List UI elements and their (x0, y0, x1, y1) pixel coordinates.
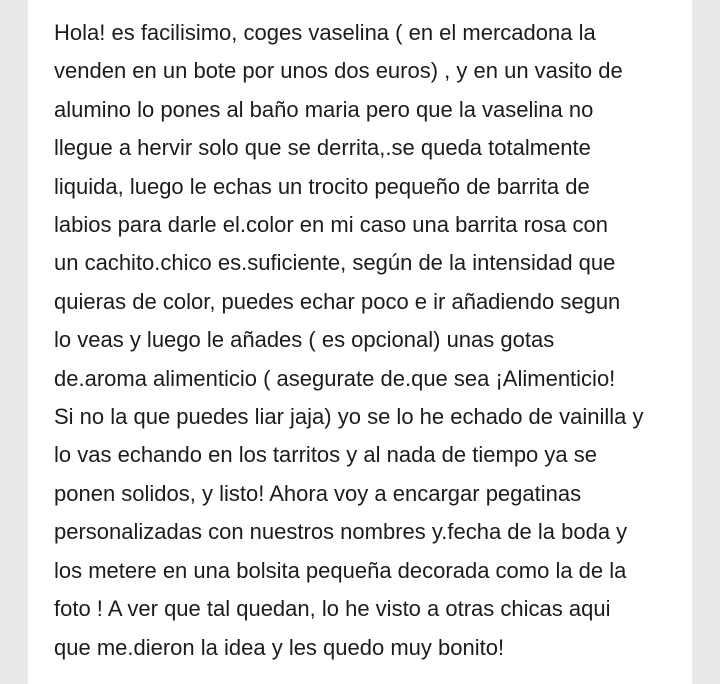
comment-line: alumino lo pones al baño maria pero que la vaselina no (54, 96, 594, 122)
comment-line: lo vas echando en los tarritos y al nada de tiempo ya se (54, 442, 597, 468)
comment-line: quieras de color, puedes echar poco e ir añadiendo segun (54, 288, 621, 314)
comment-text (54, 14, 680, 667)
comment-line: liquida, luego le echas un trocito pequeño de barrita de (54, 173, 590, 199)
comment-line: foto ! A ver que tal quedan, lo he visto a otras chicas aqui (54, 596, 611, 622)
comment-line: personalizadas con nuestros nombres y.fecha de la boda y (54, 519, 628, 545)
comment-line: llegue a hervir solo que se derrita,.se queda totalmente (54, 135, 591, 161)
comment-line: Hola! es facilisimo, coges vaselina ( en el mercadona la (54, 20, 596, 45)
comment-line: que me.dieron la idea y les quedo muy bonito! (54, 634, 505, 660)
comment-line: de.aroma alimenticio ( asegurate de.que sea ¡Alimenticio! (54, 365, 616, 391)
comment-line: labios para darle el.color en mi caso una barrita rosa con (54, 212, 608, 238)
comment-line: lo veas y luego le añades ( es opcional) unas gotas (54, 327, 555, 353)
comment-line: Si no la que puedes liar jaja) yo se lo he echado de vainilla y (54, 404, 644, 430)
comment-line: ponen solidos, y listo! Ahora voy a encargar pegatinas (54, 480, 582, 506)
comment-card (28, 0, 692, 684)
comment-line: venden en un bote por unos dos euros) , y en un vasito de (54, 58, 623, 84)
comment-line: un cachito.chico es.suficiente, según de la intensidad que (54, 250, 616, 276)
comment-line: los metere en una bolsita pequeña decorada como la de la (54, 557, 627, 583)
